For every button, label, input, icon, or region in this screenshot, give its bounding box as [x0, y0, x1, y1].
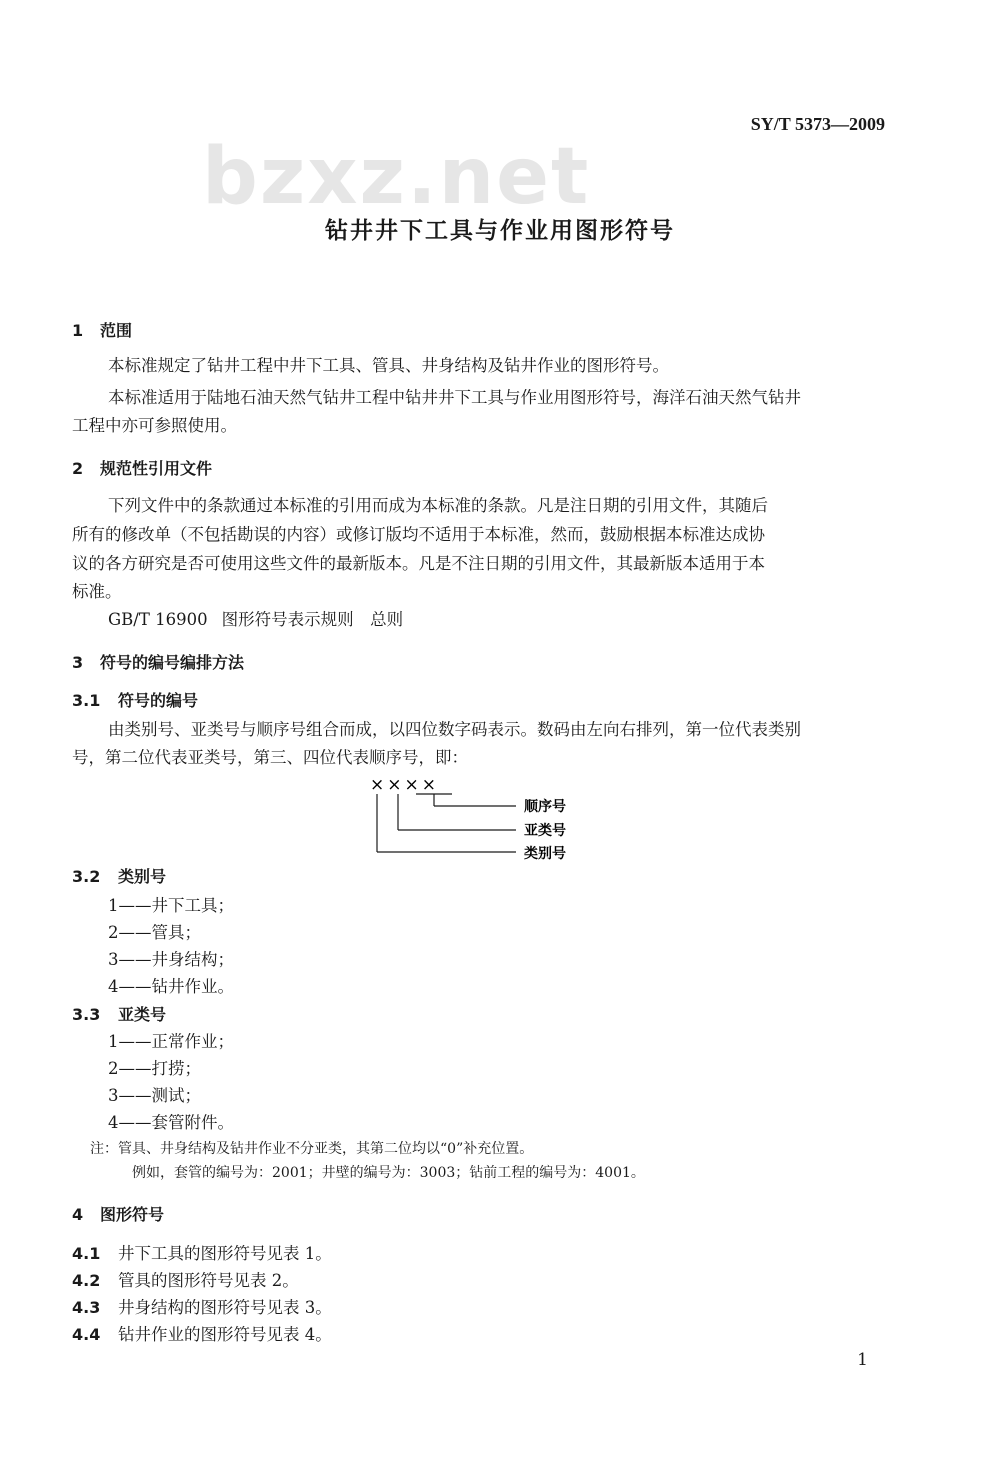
subsection-number: 3.1 [72, 691, 101, 710]
diagram-symbols: ×××× [370, 775, 439, 795]
clause-text: 管具的图形符号见表 2。 [118, 1271, 299, 1290]
reference-title: 图形符号表示规则 总则 [221, 610, 404, 629]
clause-4-2 [72, 1267, 299, 1291]
section-4-heading [72, 1202, 164, 1225]
section-number: 1 [72, 321, 84, 340]
document-title: 钻井井下工具与作业用图形符号 [325, 218, 675, 244]
section-number: 3 [72, 653, 84, 672]
clause-text: 井身结构的图形符号见表 3。 [118, 1298, 332, 1317]
diagram-label-category: 类别号 [524, 846, 566, 862]
list-item: 2——打捞； [108, 1059, 201, 1078]
watermark: bzxz.net [202, 132, 591, 222]
page-number: 1 [857, 1350, 868, 1370]
paragraph-line: 下列文件中的条款通过本标准的引用而成为本标准的条款。凡是注日期的引用文件，其随后 [108, 496, 768, 515]
section-title: 范围 [100, 321, 133, 340]
list-item: 1——正常作业； [108, 1032, 234, 1051]
clause-number: 4.2 [72, 1271, 101, 1290]
paragraph-line: 本标准适用于陆地石油天然气钻井工程中钻井井下工具与作业用图形符号，海洋石油天然气钻井 [108, 388, 801, 407]
clause-number: 4.1 [72, 1244, 101, 1263]
subsection-title: 符号的编号 [118, 691, 199, 710]
paragraph-line: 号，第二位代表亚类号，第三、四位代表顺序号，即： [72, 748, 468, 767]
paragraph-line: 工程中亦可参照使用。 [72, 416, 237, 435]
subsection-3-2-heading [72, 864, 166, 887]
paragraph-line: 由类别号、亚类号与顺序号组合而成，以四位数字码表示。数码由左向右排列，第一位代表类别 [108, 720, 801, 739]
reference-code: GB/T 16900 [108, 610, 208, 629]
clause-text: 钻井作业的图形符号见表 4。 [118, 1325, 332, 1344]
section-number: 4 [72, 1205, 84, 1224]
note-example: 例如，套管的编号为：2001；井壁的编号为：3003；钻前工程的编号为：4001。 [132, 1165, 645, 1181]
diagram-label-ordinal: 顺序号 [524, 799, 566, 815]
clause-number: 4.3 [72, 1298, 101, 1317]
list-item: 3——井身结构； [108, 950, 234, 969]
list-item: 2——管具； [108, 923, 201, 942]
section-title: 规范性引用文件 [100, 459, 213, 478]
section-1-heading [72, 318, 132, 341]
list-item: 1——井下工具； [108, 896, 234, 915]
section-number: 2 [72, 459, 84, 478]
list-item: 4——套管附件。 [108, 1113, 234, 1132]
normative-reference [108, 606, 403, 630]
paragraph: 本标准规定了钻井工程中井下工具、管具、井身结构及钻井作业的图形符号。 [108, 356, 669, 375]
subsection-title: 类别号 [118, 867, 167, 886]
clause-text: 井下工具的图形符号见表 1。 [118, 1244, 332, 1263]
clause-4-3 [72, 1294, 332, 1318]
paragraph-line: 所有的修改单（不包括勘误的内容）或修订版均不适用于本标准，然而，鼓励根据本标准达成协 [72, 525, 765, 544]
numbering-diagram [360, 772, 620, 872]
paragraph-line: 标准。 [72, 582, 122, 601]
list-item: 4——钻井作业。 [108, 977, 234, 996]
subsection-3-1-heading [72, 688, 198, 711]
list-item: 3——测试； [108, 1086, 201, 1105]
clause-number: 4.4 [72, 1325, 101, 1344]
note: 注：管具、井身结构及钻井作业不分亚类，其第二位均以“0”补充位置。 [90, 1141, 534, 1157]
clause-4-1 [72, 1240, 332, 1264]
subsection-number: 3.3 [72, 1005, 101, 1024]
clause-4-4 [72, 1321, 332, 1345]
section-title: 符号的编号编排方法 [100, 653, 245, 672]
diagram-label-subcategory: 亚类号 [524, 823, 566, 839]
standard-code: SY/T 5373—2009 [750, 114, 885, 134]
section-2-heading [72, 456, 212, 479]
section-title: 图形符号 [100, 1205, 165, 1224]
paragraph-line: 议的各方研究是否可使用这些文件的最新版本。凡是不注日期的引用文件，其最新版本适用于本 [72, 554, 765, 573]
section-3-heading [72, 650, 244, 673]
subsection-3-3-heading [72, 1002, 166, 1025]
subsection-number: 3.2 [72, 867, 101, 886]
subsection-title: 亚类号 [118, 1005, 167, 1024]
